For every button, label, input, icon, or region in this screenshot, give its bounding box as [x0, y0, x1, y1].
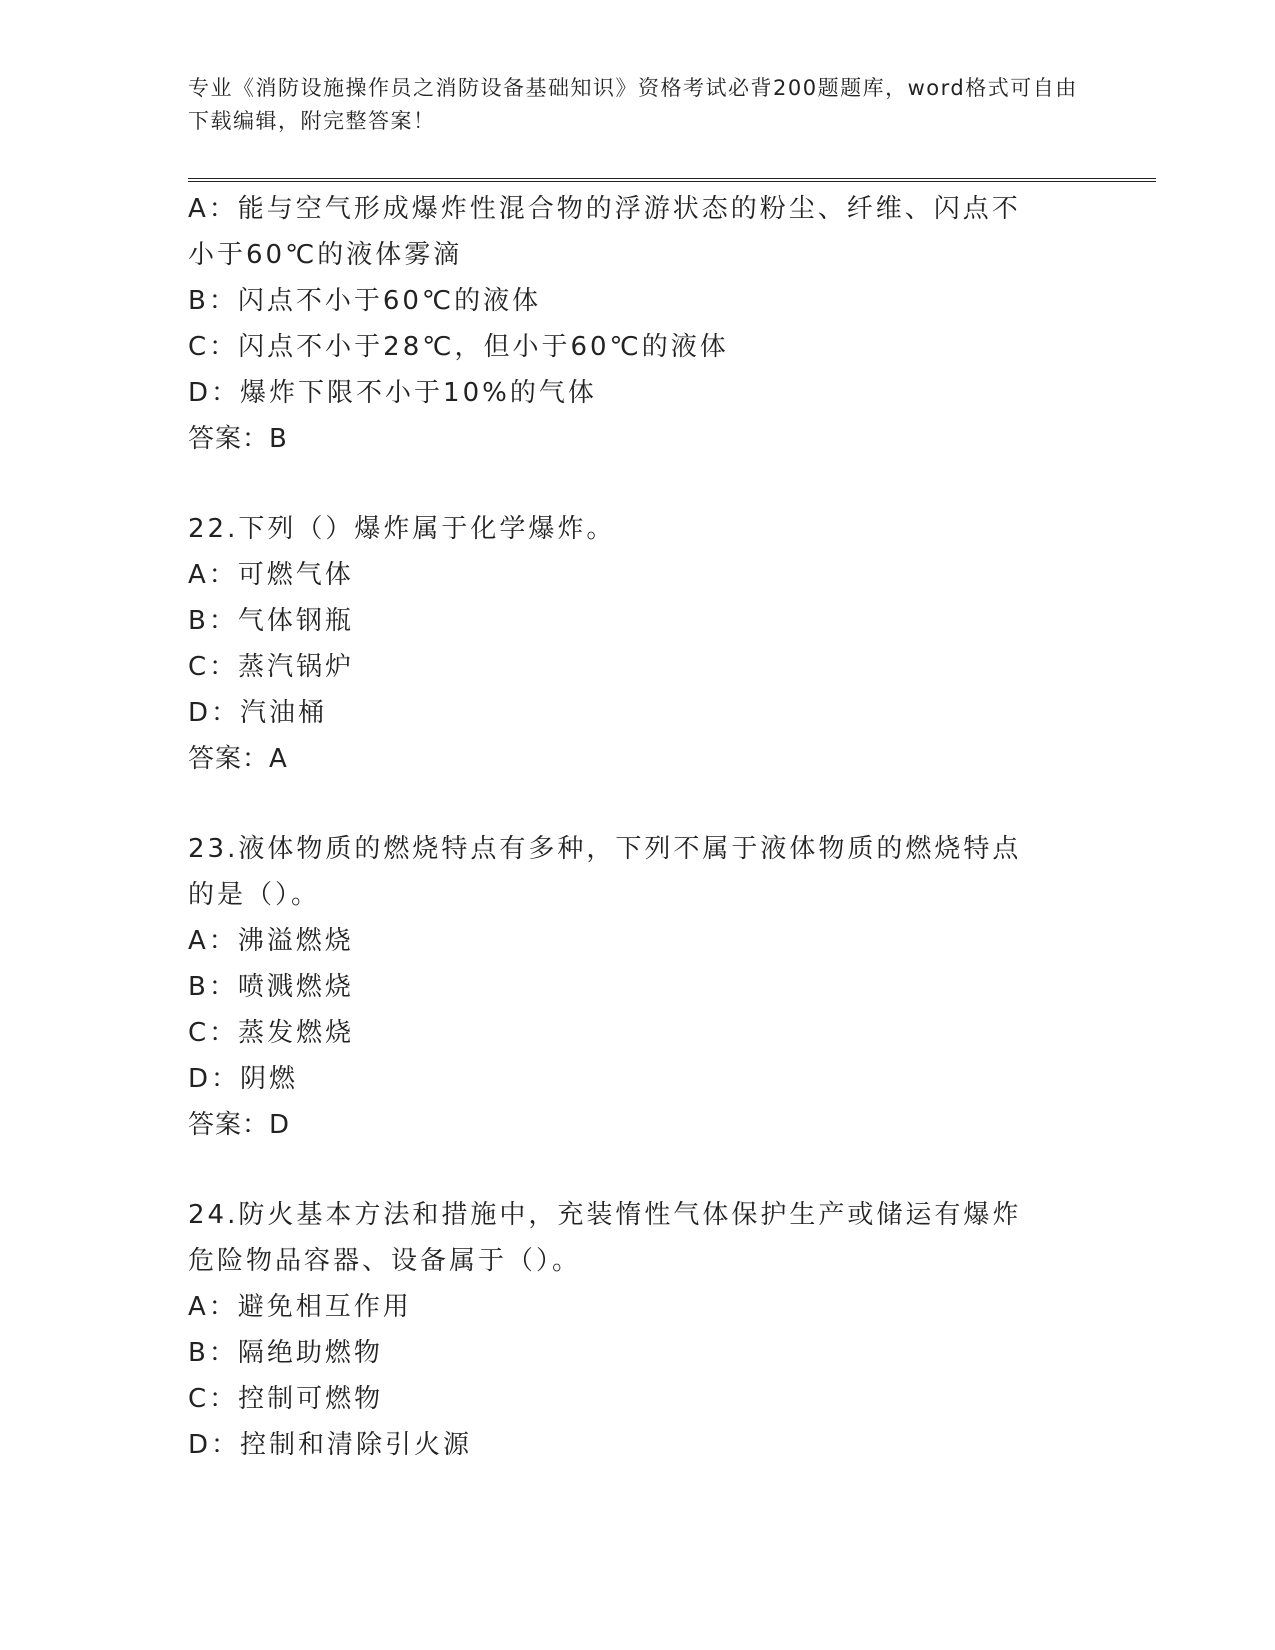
question-23: [188, 826, 1088, 1148]
answer: 答案：B: [188, 424, 288, 454]
question-24: [188, 1192, 1088, 1468]
question-22: [188, 506, 1088, 782]
question-21: [188, 186, 1088, 462]
option-text: 闪点不小于60℃的液体: [237, 286, 542, 316]
option-text: 蒸汽锅炉: [238, 652, 355, 682]
question-text: 23.液体物质的燃烧特点有多种，下列不属于液体物质的燃烧特点的是（）。: [188, 834, 1022, 910]
answer: 答案：D: [188, 1110, 291, 1140]
option-a: [188, 552, 1088, 598]
option-text: 阴燃: [240, 1064, 299, 1094]
option-label: B：: [188, 286, 238, 316]
option-text: 能与空气形成爆炸性混合物的浮游状态的粉尘、纤维、闪点不小于60℃的液体雾滴: [188, 194, 1021, 270]
option-label: A：: [188, 194, 238, 224]
option-a: [188, 918, 1088, 964]
option-a: [188, 186, 1048, 278]
option-label: C：: [188, 332, 239, 362]
option-c: [188, 644, 1088, 690]
option-label: B：: [188, 606, 238, 636]
option-label: C：: [188, 652, 239, 682]
answer: 答案：A: [188, 744, 288, 774]
option-c: [188, 1376, 1088, 1422]
option-b: [188, 278, 1088, 324]
option-text: 控制和清除引火源: [240, 1430, 473, 1460]
document-header: 专业《消防设施操作员之消防设备基础知识》资格考试必背200题题库，word格式可自由下载编辑，附完整答案！: [188, 76, 1078, 133]
option-text: 气体钢瓶: [237, 606, 354, 636]
option-label: B：: [188, 1338, 238, 1368]
option-text: 汽油桶: [240, 698, 328, 728]
option-label: D：: [188, 1430, 241, 1460]
option-label: A：: [188, 1292, 238, 1322]
question-text: 24.防火基本方法和措施中，充装惰性气体保护生产或储运有爆炸危险物品容器、设备属于（）。: [188, 1200, 1022, 1276]
question-text: 22.下列（）爆炸属于化学爆炸。: [188, 514, 616, 544]
option-text: 闪点不小于28℃，但小于60℃的液体: [238, 332, 729, 362]
option-text: 爆炸下限不小于10%的气体: [240, 378, 597, 408]
option-text: 可燃气体: [237, 560, 354, 590]
option-label: A：: [188, 560, 238, 590]
option-text: 隔绝助燃物: [237, 1338, 383, 1368]
option-b: [188, 964, 1088, 1010]
option-c: [188, 324, 1088, 370]
option-label: B：: [188, 972, 238, 1002]
option-d: [188, 370, 1088, 416]
option-b: [188, 598, 1088, 644]
header-divider: [188, 178, 1156, 182]
option-d: [188, 1422, 1088, 1468]
option-label: C：: [188, 1384, 239, 1414]
option-d: [188, 1056, 1088, 1102]
option-text: 喷溅燃烧: [237, 972, 354, 1002]
option-b: [188, 1330, 1088, 1376]
option-text: 控制可燃物: [238, 1384, 384, 1414]
option-c: [188, 1010, 1088, 1056]
option-label: C：: [188, 1018, 239, 1048]
option-label: D：: [188, 698, 241, 728]
question-content: [188, 186, 1088, 1468]
option-text: 避免相互作用: [237, 1292, 412, 1322]
option-d: [188, 690, 1088, 736]
option-label: D：: [188, 378, 241, 408]
option-label: A：: [188, 926, 238, 956]
option-text: 沸溢燃烧: [237, 926, 354, 956]
option-label: D：: [188, 1064, 241, 1094]
option-text: 蒸发燃烧: [238, 1018, 355, 1048]
option-a: [188, 1284, 1088, 1330]
